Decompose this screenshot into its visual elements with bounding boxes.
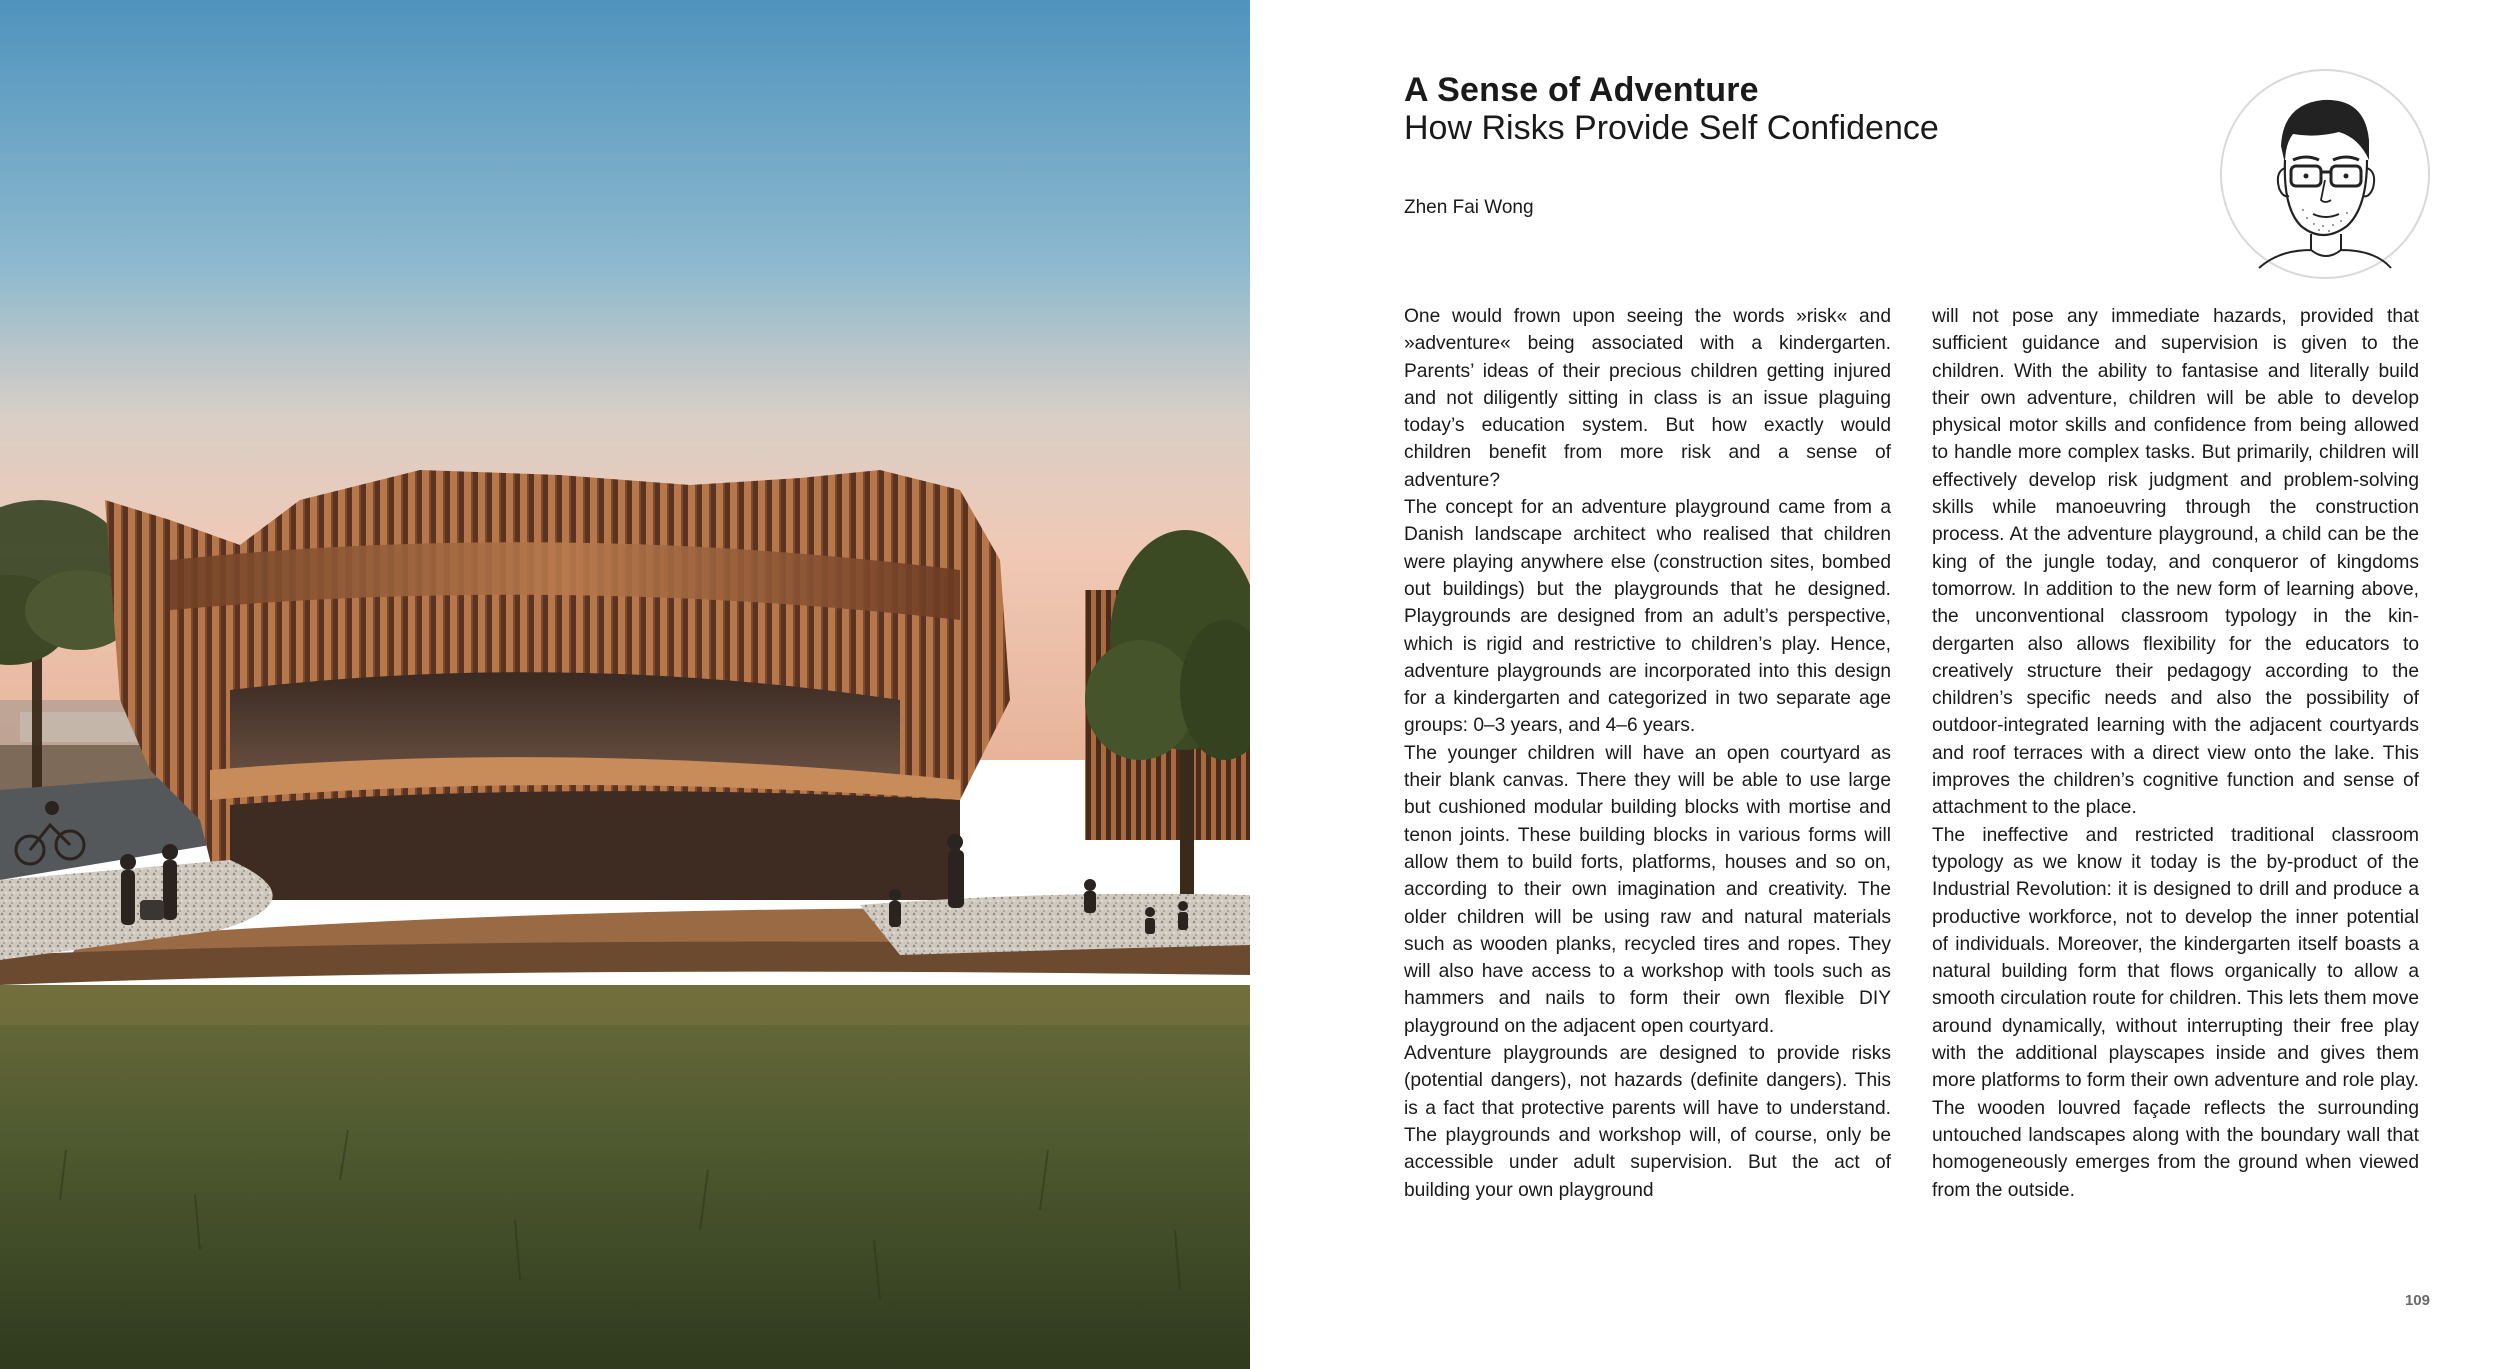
text-column-2 xyxy=(1932,303,2419,1263)
author-portrait-icon xyxy=(2219,68,2431,280)
paragraph: will not pose any immediate hazards, provided that sufficient guidance and supervision is given to the children. With the ability to fantasise and literally build their own adventure, children will be able to develop physical motor skills and confidence from being allowed to handle more complex tasks. But primarily, children will effectively develop risk judgment and problem-solving skills while manoeuvring through the construction process. At the adventure playground, a child can be the king of the jungle today, and conqueror of kingdoms tomorrow. In addition to the new form of learning above, the unconventional classroom typology in the kindergarten also allows flexibility for the educators to creatively structure their pedagogy according to the children’s specific needs and also the possibility of outdoor-integrated learning with the adjacent courtyards and roof terraces with a direct view onto the lake. This improves the children’s cognitive function and sense of attachment to the place. xyxy=(1932,306,2419,819)
article-subtitle: How Risks Provide Self Confidence xyxy=(1404,109,1939,147)
paragraph: One would frown upon seeing the words »risk« and »adventure« being associated with a kindergarten. Parents’ ideas of their precious children getting injured and not diligently sitting in class is an issue plaguing today’s education system. But how exactly would children benefit from more risk and a sense of adventure? xyxy=(1404,306,1891,491)
author-name: Zhen Fai Wong xyxy=(1404,197,1534,218)
article-body xyxy=(1404,303,2419,1263)
article-title: A Sense of Adventure xyxy=(1404,71,1759,109)
paragraph: The younger children will have an open courtyard as their blank canvas. There they will be able to use large but cushioned modular building blocks with mortise and tenon joints. These building blocks in various forms will allow them to build forts, platforms, houses and so on, according to their own imagination and creativity. The older children will be using raw and natural materials such as wooden planks, recycled tires and ropes. They will also have access to a workshop with tools such as hammers and nails to form their own flexible DIY playground on the adjacent open courtyard. xyxy=(1404,742,1891,1037)
text-column-1 xyxy=(1404,303,1891,1263)
paragraph: Adventure playgrounds are designed to provide risks (potential dangers), not hazards (definite dangers). This is a fact that protective parents will have to understand. The playgrounds and workshop will, of course, only be accessible under adult supervision. But the act of building your own playground xyxy=(1404,1043,1891,1201)
paragraph: The concept for an adventure playground came from a Danish landscape architect who realised that children were playing anywhere else (construction sites, bombed out buildings) but the playgrounds that he designed. Playgrounds are designed from an adult’s perspective, which is rigid and restrictive to children’s play. Hence, adventure playgrounds are incorporated into this design for a kindergarten and categorized in two separate age groups: 0–3 years, and 4–6 years. xyxy=(1404,497,1891,737)
page-number: 109 xyxy=(2404,1292,2430,1309)
article-page xyxy=(1250,0,2500,1369)
paragraph: The ineffective and restricted traditional classroom typology as we know it today is the by-product of the Industrial Revolution: it is designed to drill and produce a productive workforce, not to develop the inner potential of individuals. Moreover, the kindergarten itself boasts a natural building form that flows organically to allow a smooth circulation route for children. This lets them move around dynamically, without interrupting their free play with the additional playscapes inside and gives them more platforms to form their own adventure and role play. The wooden louvred façade reflects the surrounding untouched landscapes along with the boundary wall that homogeneously emerges from the ground when viewed from the outside. xyxy=(1932,824,2419,1201)
